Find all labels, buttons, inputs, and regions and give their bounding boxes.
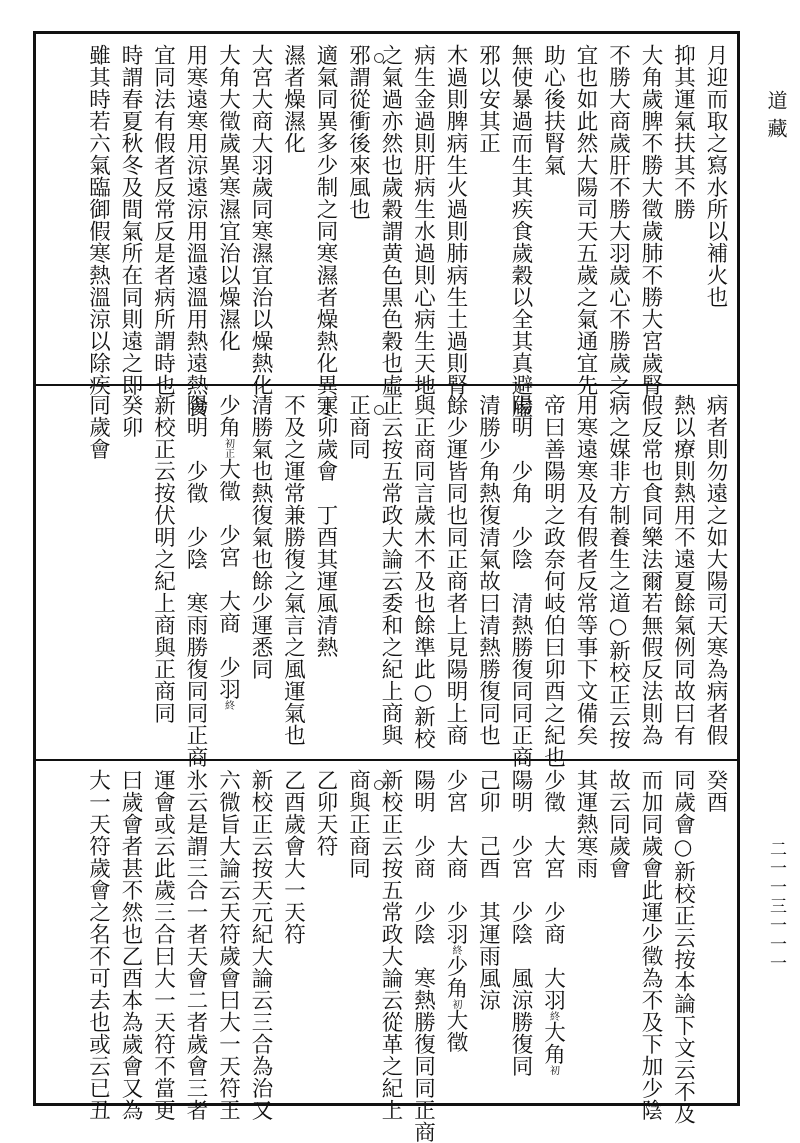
text-column bbox=[640, 44, 662, 396]
column-text: 濕者燥濕化 bbox=[280, 44, 306, 154]
column-text: 助心後扶腎氣 bbox=[540, 44, 566, 176]
text-column bbox=[477, 44, 499, 154]
column-text: 正云按五常政大論云委和之紀上商與 bbox=[378, 394, 403, 746]
text-column bbox=[672, 394, 694, 746]
text-column bbox=[575, 769, 597, 879]
column-text: 宜也如此然大陽司天五歲之氣通宜先 bbox=[573, 44, 598, 396]
column-text: 大宮大商大羽歲同寒濕宜治以燥熱化 bbox=[248, 44, 273, 396]
column-text: 氷云是謂三合一者天會二者歲會三者 bbox=[183, 769, 208, 1121]
text-column bbox=[705, 394, 727, 746]
interlinear-note: 終 bbox=[450, 945, 461, 955]
text-column bbox=[380, 394, 402, 746]
circle-mark-icon bbox=[374, 53, 384, 63]
text-column bbox=[412, 44, 434, 396]
column-text: 同歲會 bbox=[85, 394, 111, 460]
column-text: 用寒遠寒用涼遠涼用溫遠溫用熱遠熱食 bbox=[183, 44, 208, 418]
page-frame bbox=[33, 31, 740, 1143]
column-text: 新校正云按天元紀大論云三合為治又 bbox=[248, 769, 273, 1121]
column-text: 其運熱寒雨 bbox=[573, 769, 598, 879]
column-text: 六微旨大論云天符歲會曰大一天符王 bbox=[215, 769, 241, 1121]
text-column bbox=[705, 44, 727, 308]
text-column bbox=[640, 394, 662, 746]
circle-mark-icon bbox=[374, 780, 384, 790]
column-text: 雖其時若六氣臨御假寒熱溫涼以除疾 bbox=[85, 44, 111, 396]
text-column bbox=[380, 769, 402, 1121]
text-column bbox=[380, 44, 402, 396]
interlinear-note: 初 bbox=[450, 999, 461, 1009]
column-text: 同歲會○新校正云按本論下文云不及 bbox=[670, 769, 696, 1125]
text-column bbox=[510, 44, 532, 418]
text-column bbox=[250, 44, 272, 396]
column-text: 帝曰善陽明之政奈何岐伯曰卯酉之紀也 bbox=[540, 394, 566, 768]
column-text: 正商同 bbox=[345, 394, 371, 460]
column-text: 曰歲會者甚不然也乙酉本為歲會又為 bbox=[118, 769, 143, 1121]
text-column bbox=[315, 769, 337, 857]
column-text: 病生金過則肝病生水過則心病生天地 bbox=[410, 44, 436, 396]
column-text: 餘少運皆同也同正商者上見陽明上商 bbox=[443, 394, 468, 746]
text-column bbox=[152, 44, 174, 396]
column-text: 大一天符歲會之名不可去也或云已丑 bbox=[85, 769, 111, 1121]
column-text: 宜同法有假者反常反是者病所謂時也 bbox=[150, 44, 176, 396]
column-text: 時謂春夏秋冬及間氣所在同則遠之即 bbox=[118, 44, 143, 396]
column-text: 適氣同異多少制之同寒濕者燥熱化異寒 bbox=[313, 44, 338, 418]
column-text: 癸酉 bbox=[703, 769, 728, 813]
text-column bbox=[152, 769, 174, 1121]
text-column bbox=[347, 769, 369, 879]
column-text: 不勝大商歲肝不勝大羽歲心不勝歲之 bbox=[605, 44, 631, 396]
text-column bbox=[607, 44, 629, 396]
column-text: 少角 bbox=[215, 394, 241, 438]
column-text: 而加同歲會此運少徵為不及下加少陰 bbox=[638, 769, 663, 1121]
text-column bbox=[120, 44, 142, 396]
column-text: 邪謂從衝後來風也 bbox=[345, 44, 371, 220]
interlinear-note: 初正 bbox=[222, 438, 234, 458]
text-column bbox=[542, 769, 564, 1075]
text-column bbox=[477, 394, 499, 746]
text-column bbox=[217, 769, 239, 1121]
column-text: 少宮 大商 少羽 bbox=[443, 769, 468, 945]
column-text: 運會或云此歲三合曰大一天符不當更 bbox=[150, 769, 176, 1121]
column-text-continued: 大徵 bbox=[443, 1009, 468, 1053]
text-column bbox=[185, 769, 207, 1121]
column-text: 商與正商同 bbox=[345, 769, 371, 879]
column-text: 熱以療則熱用不遠夏餘氣例同故曰有 bbox=[670, 394, 696, 746]
text-column bbox=[315, 44, 337, 418]
text-column bbox=[672, 769, 694, 1125]
circle-mark-icon bbox=[374, 405, 384, 415]
column-text: 用寒遠寒及有假者反常等事下文備矣 bbox=[573, 394, 598, 746]
text-column bbox=[282, 394, 304, 746]
text-column bbox=[87, 394, 109, 460]
text-column bbox=[185, 394, 207, 768]
text-column bbox=[120, 394, 142, 438]
text-column bbox=[250, 769, 272, 1121]
text-column bbox=[250, 394, 272, 680]
text-panel-middle bbox=[36, 384, 737, 768]
column-text: 新校正云按伏明之紀上商與正商同 bbox=[150, 394, 176, 724]
column-text-continued: 大角 bbox=[540, 1021, 566, 1065]
column-text: 不及之運常兼勝復之氣言之風運氣也 bbox=[280, 394, 306, 746]
column-text: 大角大徵歲異寒濕宜治以燥濕化 bbox=[215, 44, 241, 352]
text-column bbox=[445, 44, 467, 396]
interlinear-note: 終 bbox=[547, 1011, 559, 1021]
column-text: 故云同歲會 bbox=[605, 769, 631, 879]
text-column bbox=[412, 769, 434, 1143]
text-column bbox=[185, 44, 207, 418]
text-column bbox=[640, 769, 662, 1121]
text-column bbox=[445, 769, 467, 1053]
text-column bbox=[217, 44, 239, 352]
column-text: 陽明 少商 少陰 寒熱勝復同同正商 bbox=[410, 769, 436, 1143]
column-text: 癸卯 bbox=[118, 394, 143, 438]
column-text: 病之媒非方制養生之道○新校正云按 bbox=[605, 394, 631, 750]
text-column bbox=[217, 394, 239, 710]
book-title: 道藏 bbox=[764, 90, 788, 146]
column-text: 清勝氣也熱復氣也餘少運悉同 bbox=[248, 394, 273, 680]
text-column bbox=[282, 769, 304, 945]
column-text: 之氣過亦然也歲穀謂黄色黒色穀也虛 bbox=[378, 44, 403, 396]
column-text: 陽明 少宮 少陰 風涼勝復同 bbox=[508, 769, 533, 1077]
text-column bbox=[315, 394, 337, 658]
text-panel-bottom bbox=[36, 759, 737, 1143]
text-column bbox=[120, 769, 142, 1121]
column-text: 抑其運氣扶其不勝 bbox=[670, 44, 696, 220]
column-text-continued: 少角 bbox=[443, 955, 468, 999]
page-number: 二一一三一一一 bbox=[766, 840, 786, 973]
column-text: 丁卯歲會 丁酉其運風清熱 bbox=[313, 394, 338, 658]
column-text: 大角歲脾不勝大徵歲肺不勝大宮歲腎 bbox=[638, 44, 663, 396]
column-text: 己卯 己酉 其運雨風涼 bbox=[475, 769, 501, 1011]
text-column bbox=[282, 44, 304, 154]
text-column bbox=[542, 394, 564, 768]
text-column bbox=[672, 44, 694, 220]
column-text: 陽明 少角 少陰 清熱勝復同同正商 bbox=[508, 394, 533, 768]
text-column bbox=[607, 769, 629, 879]
column-text: 乙酉歲會大一天符 bbox=[280, 769, 306, 945]
interlinear-note: 初 bbox=[547, 1065, 559, 1075]
text-column bbox=[477, 769, 499, 1011]
column-text: 假反常也食同樂法爾若無假反法則為 bbox=[638, 394, 663, 746]
column-text: 陽明 少徵 少陰 寒雨勝復同同正商 bbox=[183, 394, 208, 768]
text-column bbox=[575, 394, 597, 746]
text-column bbox=[87, 769, 109, 1121]
text-column bbox=[445, 394, 467, 746]
text-column bbox=[412, 394, 434, 750]
column-text: 木過則脾病生火過則肺病生土過則腎 bbox=[443, 44, 468, 396]
column-text: 邪以安其正 bbox=[475, 44, 501, 154]
text-column bbox=[510, 769, 532, 1077]
column-text: 乙卯天符 bbox=[313, 769, 338, 857]
column-text: 無使暴過而生其疾食歲穀以全其真避虛 bbox=[508, 44, 533, 418]
text-column bbox=[510, 394, 532, 768]
text-column bbox=[347, 394, 369, 460]
column-text: 清勝少角熱復清氣故曰清熱勝復同也 bbox=[475, 394, 501, 746]
text-column bbox=[542, 44, 564, 176]
text-column bbox=[607, 394, 629, 750]
column-text-continued: 大徵 少宮 大商 少羽 bbox=[215, 458, 241, 700]
text-column bbox=[152, 394, 174, 724]
column-text: 月迎而取之寫水所以補火也 bbox=[703, 44, 728, 308]
column-text: 與正商同言歲木不及也餘準此○新校 bbox=[410, 394, 436, 750]
text-column bbox=[347, 44, 369, 220]
interlinear-note: 終 bbox=[222, 700, 234, 710]
text-column bbox=[705, 769, 727, 813]
text-column bbox=[575, 44, 597, 396]
column-text: 病者則勿遠之如大陽司天寒為病者假 bbox=[703, 394, 728, 746]
text-column bbox=[87, 44, 109, 396]
column-text: 少徵 大宮 少商 大羽 bbox=[540, 769, 566, 1011]
column-text: 新校正云按五常政大論云從革之紀上 bbox=[378, 769, 403, 1121]
